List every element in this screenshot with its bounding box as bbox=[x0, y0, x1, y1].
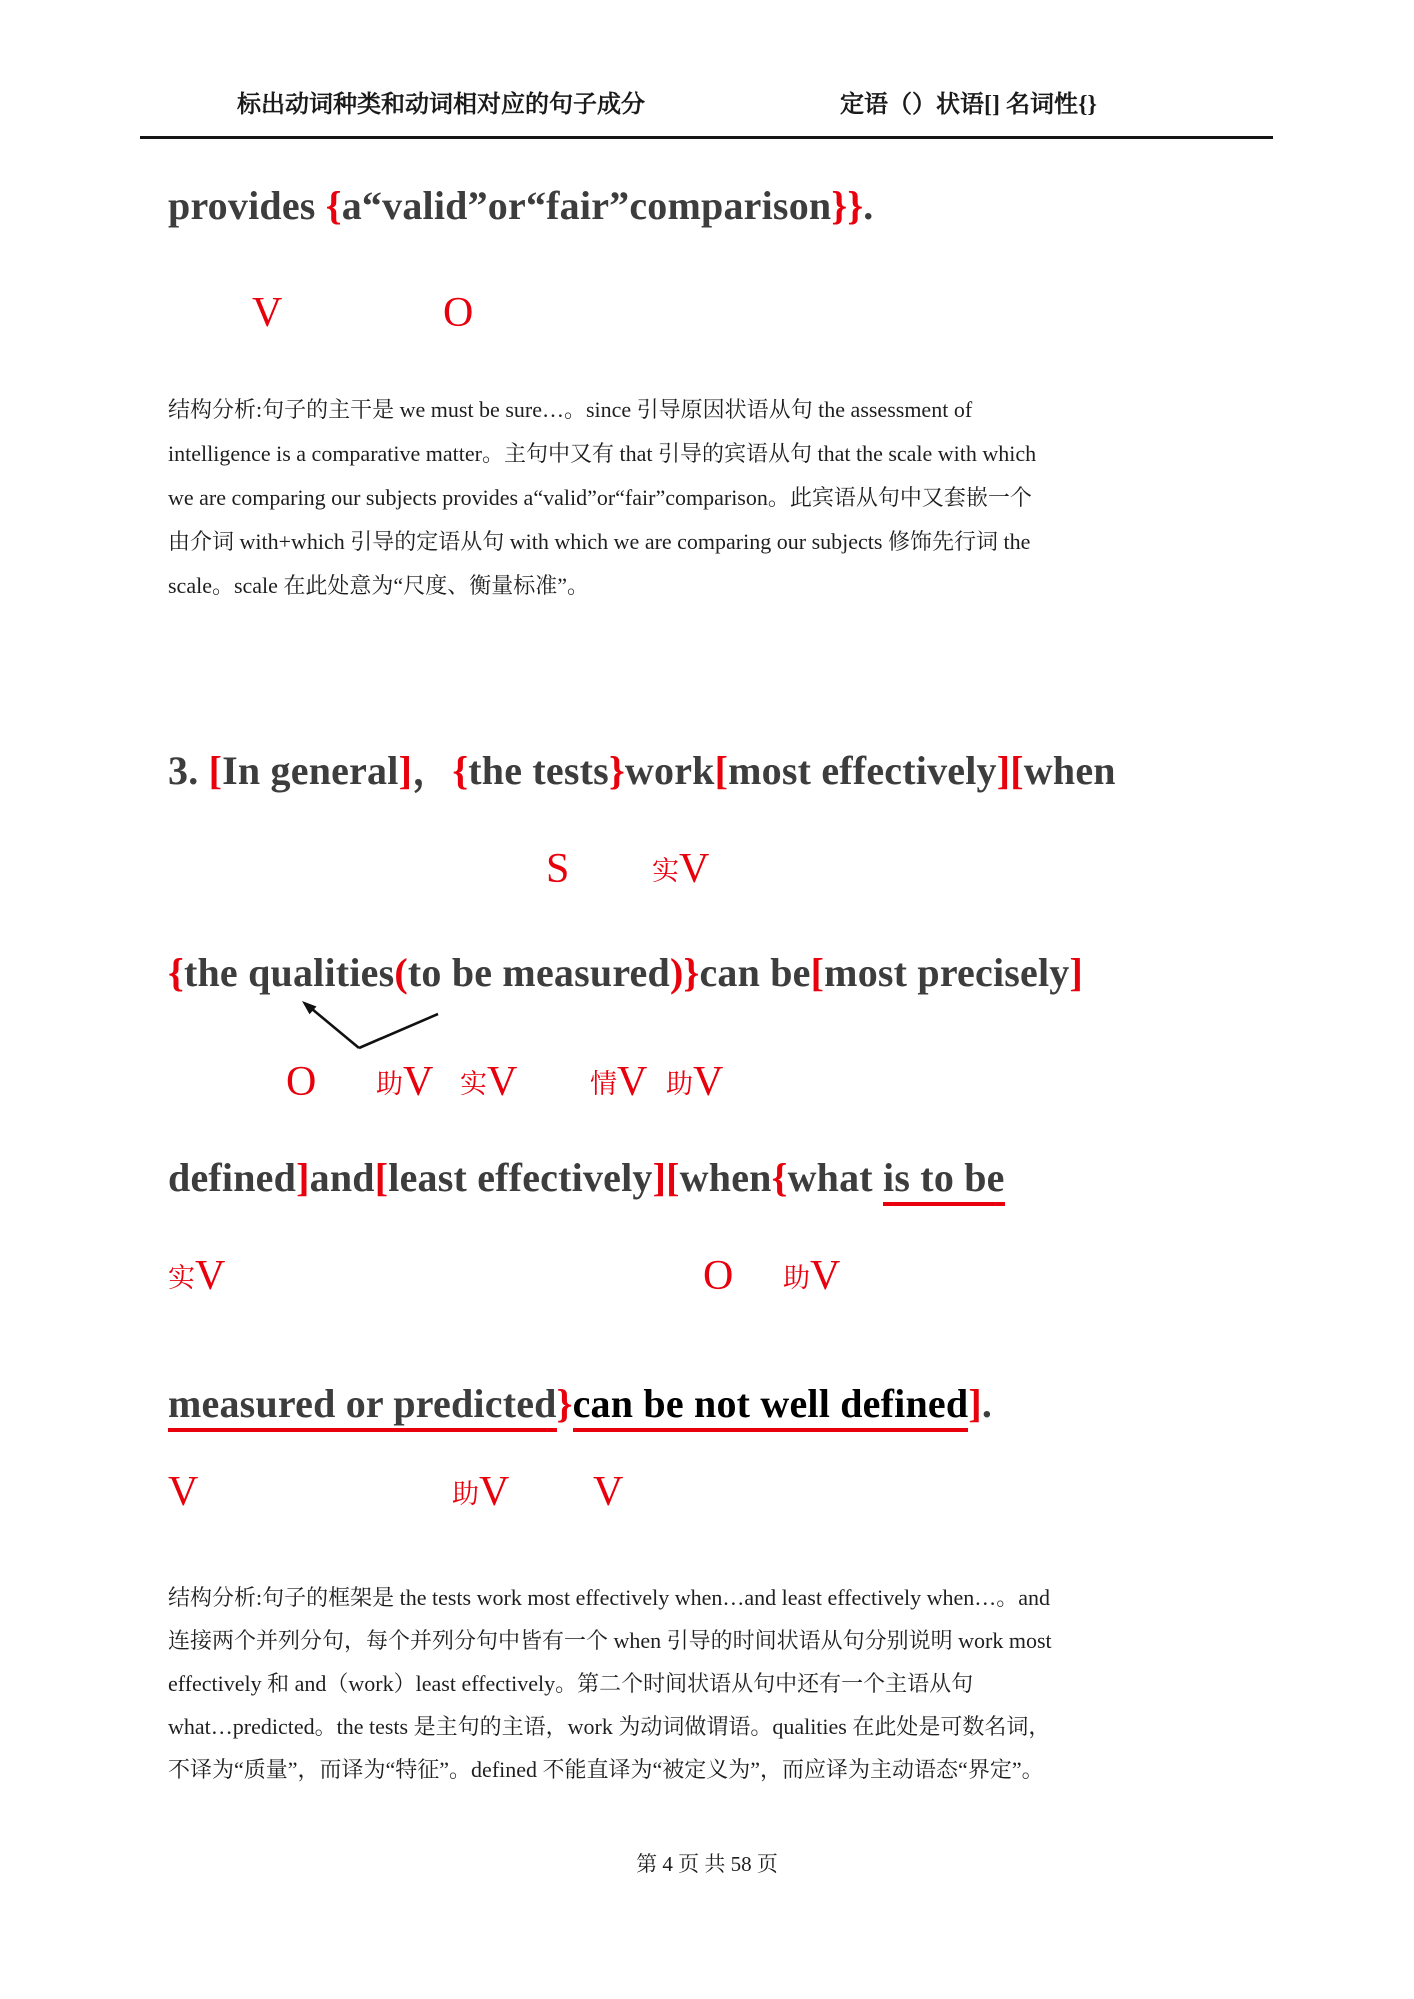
text-segment-underlined: can be not well defined bbox=[573, 1381, 969, 1432]
auxiliary-verb-annotation: 助V bbox=[783, 1253, 841, 1299]
sentence2-tail bbox=[168, 182, 874, 229]
analysis-line: 结构分析:句子的主干是 we must be sure…。since 引导原因状语从句 the assessment of bbox=[168, 397, 973, 422]
header-left-title: 标出动词种类和动词相对应的句子成分 bbox=[237, 92, 645, 118]
text-segment: a“valid”or“fair”comparison bbox=[341, 183, 832, 228]
text-segment: to be measured bbox=[407, 950, 670, 995]
text-segment: 3. bbox=[168, 748, 209, 793]
text-segment: work bbox=[624, 748, 715, 793]
text-segment: } bbox=[608, 748, 625, 793]
verb-annotation: V bbox=[168, 1469, 199, 1515]
text-segment: { bbox=[771, 1155, 788, 1200]
text-segment-underlined: is to be bbox=[883, 1155, 1005, 1206]
verb-annotation: 实V bbox=[652, 846, 710, 892]
text-segment: . bbox=[863, 183, 874, 228]
text-segment: } bbox=[556, 1381, 573, 1426]
header-legend: 定语（）状语[] 名词性{} bbox=[840, 92, 1097, 118]
text-segment: )} bbox=[669, 950, 700, 995]
text-segment: when bbox=[1023, 748, 1116, 793]
text-segment: { bbox=[168, 950, 184, 995]
text-segment: the qualities bbox=[183, 950, 395, 995]
text-segment: ] bbox=[1069, 950, 1084, 995]
object-annotation: O bbox=[443, 290, 474, 336]
analysis-paragraph-2 bbox=[168, 1576, 1052, 1791]
text-segment: most effectively bbox=[728, 748, 997, 793]
text-segment: [ bbox=[810, 950, 825, 995]
text-segment: the tests bbox=[468, 748, 609, 793]
analysis-line: scale。scale 在此处意为“尺度、衡量标准”。 bbox=[168, 573, 589, 598]
analysis-line: 结构分析:句子的框架是 the tests work most effectively when…and least effectively when…。and bbox=[168, 1585, 1051, 1610]
text-segment: [ bbox=[208, 748, 223, 793]
text-segment: [ bbox=[714, 748, 729, 793]
verb-annotation: V bbox=[252, 290, 283, 336]
main-verb-annotation: 实V bbox=[168, 1253, 226, 1299]
sentence3-line3 bbox=[168, 1154, 1005, 1201]
verb-annotation: V bbox=[593, 1469, 624, 1515]
page-number: 第 4 页 共 58 页 bbox=[636, 1852, 778, 1876]
text-segment: { bbox=[452, 748, 469, 793]
object-annotation: O bbox=[286, 1059, 317, 1105]
auxiliary-verb-annotation: 助V bbox=[376, 1059, 434, 1105]
analysis-line: effectively 和 and（work）least effectively。第二个时间状语从句中还有一个主语从句 bbox=[168, 1671, 974, 1696]
annotation-arrows bbox=[280, 992, 450, 1056]
analysis-line: intelligence is a comparative matter。主句中又有 that 引导的宾语从句 that the scale with which bbox=[168, 441, 1037, 466]
subject-annotation: S bbox=[546, 846, 570, 892]
text-segment: ] bbox=[968, 1381, 982, 1426]
text-segment: provides bbox=[168, 183, 326, 228]
analysis-line: 连接两个并列分句，每个并列分句中皆有一个 when 引导的时间状语从句分别说明 work most bbox=[168, 1628, 1052, 1653]
text-segment: { bbox=[325, 183, 342, 228]
text-segment: defined bbox=[168, 1155, 297, 1200]
text-segment-underlined: measured or predicted bbox=[168, 1381, 557, 1432]
analysis-line: 由介词 with+which 引导的定语从句 with which we are comparing our subjects 修饰先行词 the bbox=[168, 529, 1031, 554]
modal-verb-annotation: 情V bbox=[590, 1059, 648, 1105]
sentence3-line2 bbox=[168, 949, 1083, 996]
text-segment: . bbox=[981, 1381, 993, 1426]
text-segment: what bbox=[787, 1155, 884, 1200]
text-segment: least effectively bbox=[388, 1155, 653, 1200]
analysis-line: we are comparing our subjects provides a“valid”or“fair”comparison。此宾语从句中又套嵌一个 bbox=[168, 485, 1032, 510]
text-segment: In general bbox=[222, 748, 399, 793]
text-segment: and bbox=[309, 1155, 375, 1200]
text-segment: ， bbox=[412, 748, 453, 793]
text-segment: ][ bbox=[652, 1155, 680, 1200]
main-verb-annotation: 实V bbox=[460, 1059, 518, 1105]
auxiliary-verb-annotation: 助V bbox=[666, 1059, 724, 1105]
text-segment: ( bbox=[394, 950, 408, 995]
header-rule bbox=[140, 136, 1273, 139]
text-segment: ][ bbox=[996, 748, 1024, 793]
text-segment: when bbox=[679, 1155, 772, 1200]
text-segment: }} bbox=[831, 183, 864, 228]
analysis-paragraph-1 bbox=[168, 388, 1036, 608]
text-segment: can be bbox=[699, 950, 811, 995]
analysis-line: 不译为“质量”，而译为“特征”。defined 不能直译为“被定义为”，而应译为主动语态“界定”。 bbox=[168, 1757, 1044, 1782]
text-segment: [ bbox=[374, 1155, 389, 1200]
sentence3-line4 bbox=[168, 1380, 992, 1427]
text-segment: ] bbox=[296, 1155, 310, 1200]
text-segment: ] bbox=[398, 748, 413, 793]
object-annotation: O bbox=[703, 1253, 734, 1299]
analysis-line: what…predicted。the tests 是主句的主语，work 为动词做谓语。qualities 在此处是可数名词， bbox=[168, 1714, 1051, 1739]
text-segment: most precisely bbox=[824, 950, 1070, 995]
sentence3-line1 bbox=[168, 739, 1116, 796]
auxiliary-verb-annotation: 助V bbox=[452, 1469, 510, 1515]
